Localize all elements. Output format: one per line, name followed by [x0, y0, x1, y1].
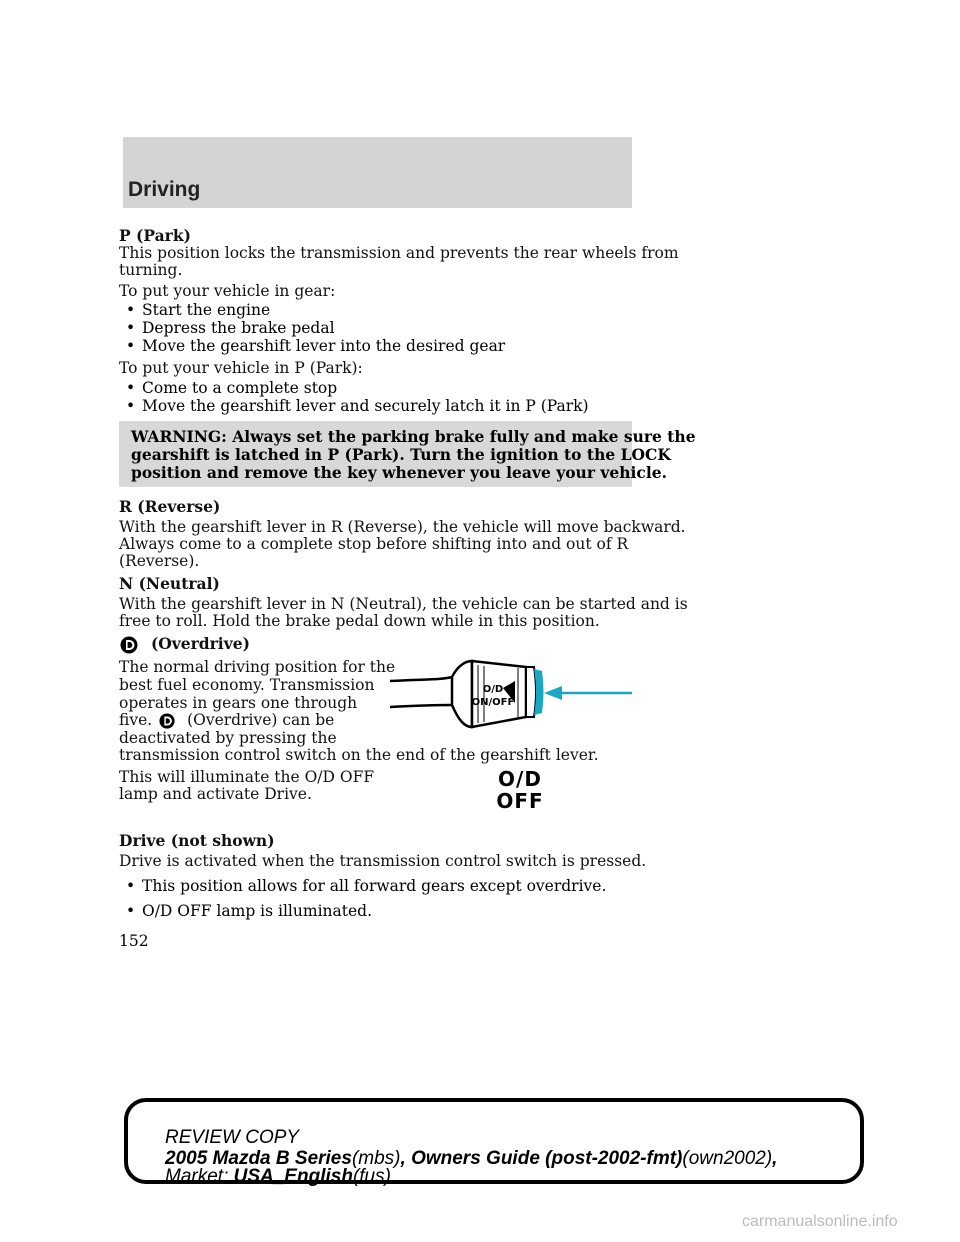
page-number: 152: [119, 932, 149, 950]
footer-line2: 2005 Mazda B Series(mbs), Owners Guide (post-2002-fmt)(own2002),: [165, 1148, 778, 1169]
list-item: • Move the gearshift lever into the desired gear: [126, 337, 506, 355]
watermark: carmanualsonline.info: [742, 1213, 898, 1230]
overdrive-line7: This will illuminate the O/D OFF: [119, 768, 375, 786]
section-title: Driving: [128, 178, 201, 201]
reverse-heading: R (Reverse): [119, 497, 221, 516]
park-desc-line1: This position locks the transmission and prevents the rear wheels from: [119, 244, 679, 262]
list-item: • O/D OFF lamp is illuminated.: [126, 902, 372, 920]
od-off-lamp: O/D OFF: [496, 767, 544, 813]
park-heading: P (Park): [119, 226, 191, 245]
list-item: • Start the engine: [126, 301, 271, 319]
overdrive-icon: [120, 636, 138, 654]
reverse-line2: Always come to a complete stop before shifting into and out of R: [119, 535, 629, 553]
list-item: • Move the gearshift lever and securely latch it in P (Park): [126, 397, 589, 415]
warning-line3: position and remove the key whenever you leave your vehicle.: [131, 463, 667, 482]
drive-line1: Drive is activated when the transmission control switch is pressed.: [119, 852, 647, 870]
gearshift-lever-illustration: [388, 655, 638, 735]
list-item: • Come to a complete stop: [126, 379, 338, 397]
overdrive-line4: five. (Overdrive) can be: [119, 711, 335, 729]
list-item: • This position allows for all forward gears except overdrive.: [126, 877, 607, 895]
reverse-line1: With the gearshift lever in R (Reverse), the vehicle will move backward.: [119, 518, 686, 536]
warning-line2: gearshift is latched in P (Park). Turn the ignition to the LOCK: [131, 445, 671, 464]
switch-label-onoff: ON/OFF: [471, 697, 515, 708]
park-intro: To put your vehicle in P (Park):: [119, 359, 363, 377]
gear-intro: To put your vehicle in gear:: [119, 282, 336, 300]
overdrive-line6: transmission control switch on the end of the gearshift lever.: [119, 746, 599, 764]
switch-label-od: O/D: [482, 684, 504, 695]
drive-heading: Drive (not shown): [119, 831, 275, 850]
footer-line1: REVIEW COPY: [165, 1127, 300, 1148]
overdrive-line5: deactivated by pressing the: [119, 729, 337, 747]
overdrive-icon: [159, 713, 175, 729]
overdrive-heading-row: [120, 635, 250, 654]
overdrive-line2: best fuel economy. Transmission: [119, 676, 375, 694]
footer-line3: Market: USA_English(fus): [165, 1166, 391, 1187]
overdrive-line3: operates in gears one through: [119, 694, 358, 712]
reverse-line3: (Reverse).: [119, 552, 200, 570]
neutral-line2: free to roll. Hold the brake pedal down while in this position.: [119, 612, 600, 630]
neutral-line1: With the gearshift lever in N (Neutral), the vehicle can be started and is: [119, 595, 688, 613]
list-item: • Depress the brake pedal: [126, 319, 335, 337]
overdrive-line8: lamp and activate Drive.: [119, 785, 312, 803]
overdrive-line1: The normal driving position for the: [119, 658, 396, 676]
park-desc-line2: turning.: [119, 261, 183, 279]
neutral-heading: N (Neutral): [119, 574, 220, 593]
warning-line1: WARNING: Always set the parking brake fully and make sure the: [131, 427, 696, 446]
overdrive-heading: (Overdrive): [150, 634, 250, 653]
